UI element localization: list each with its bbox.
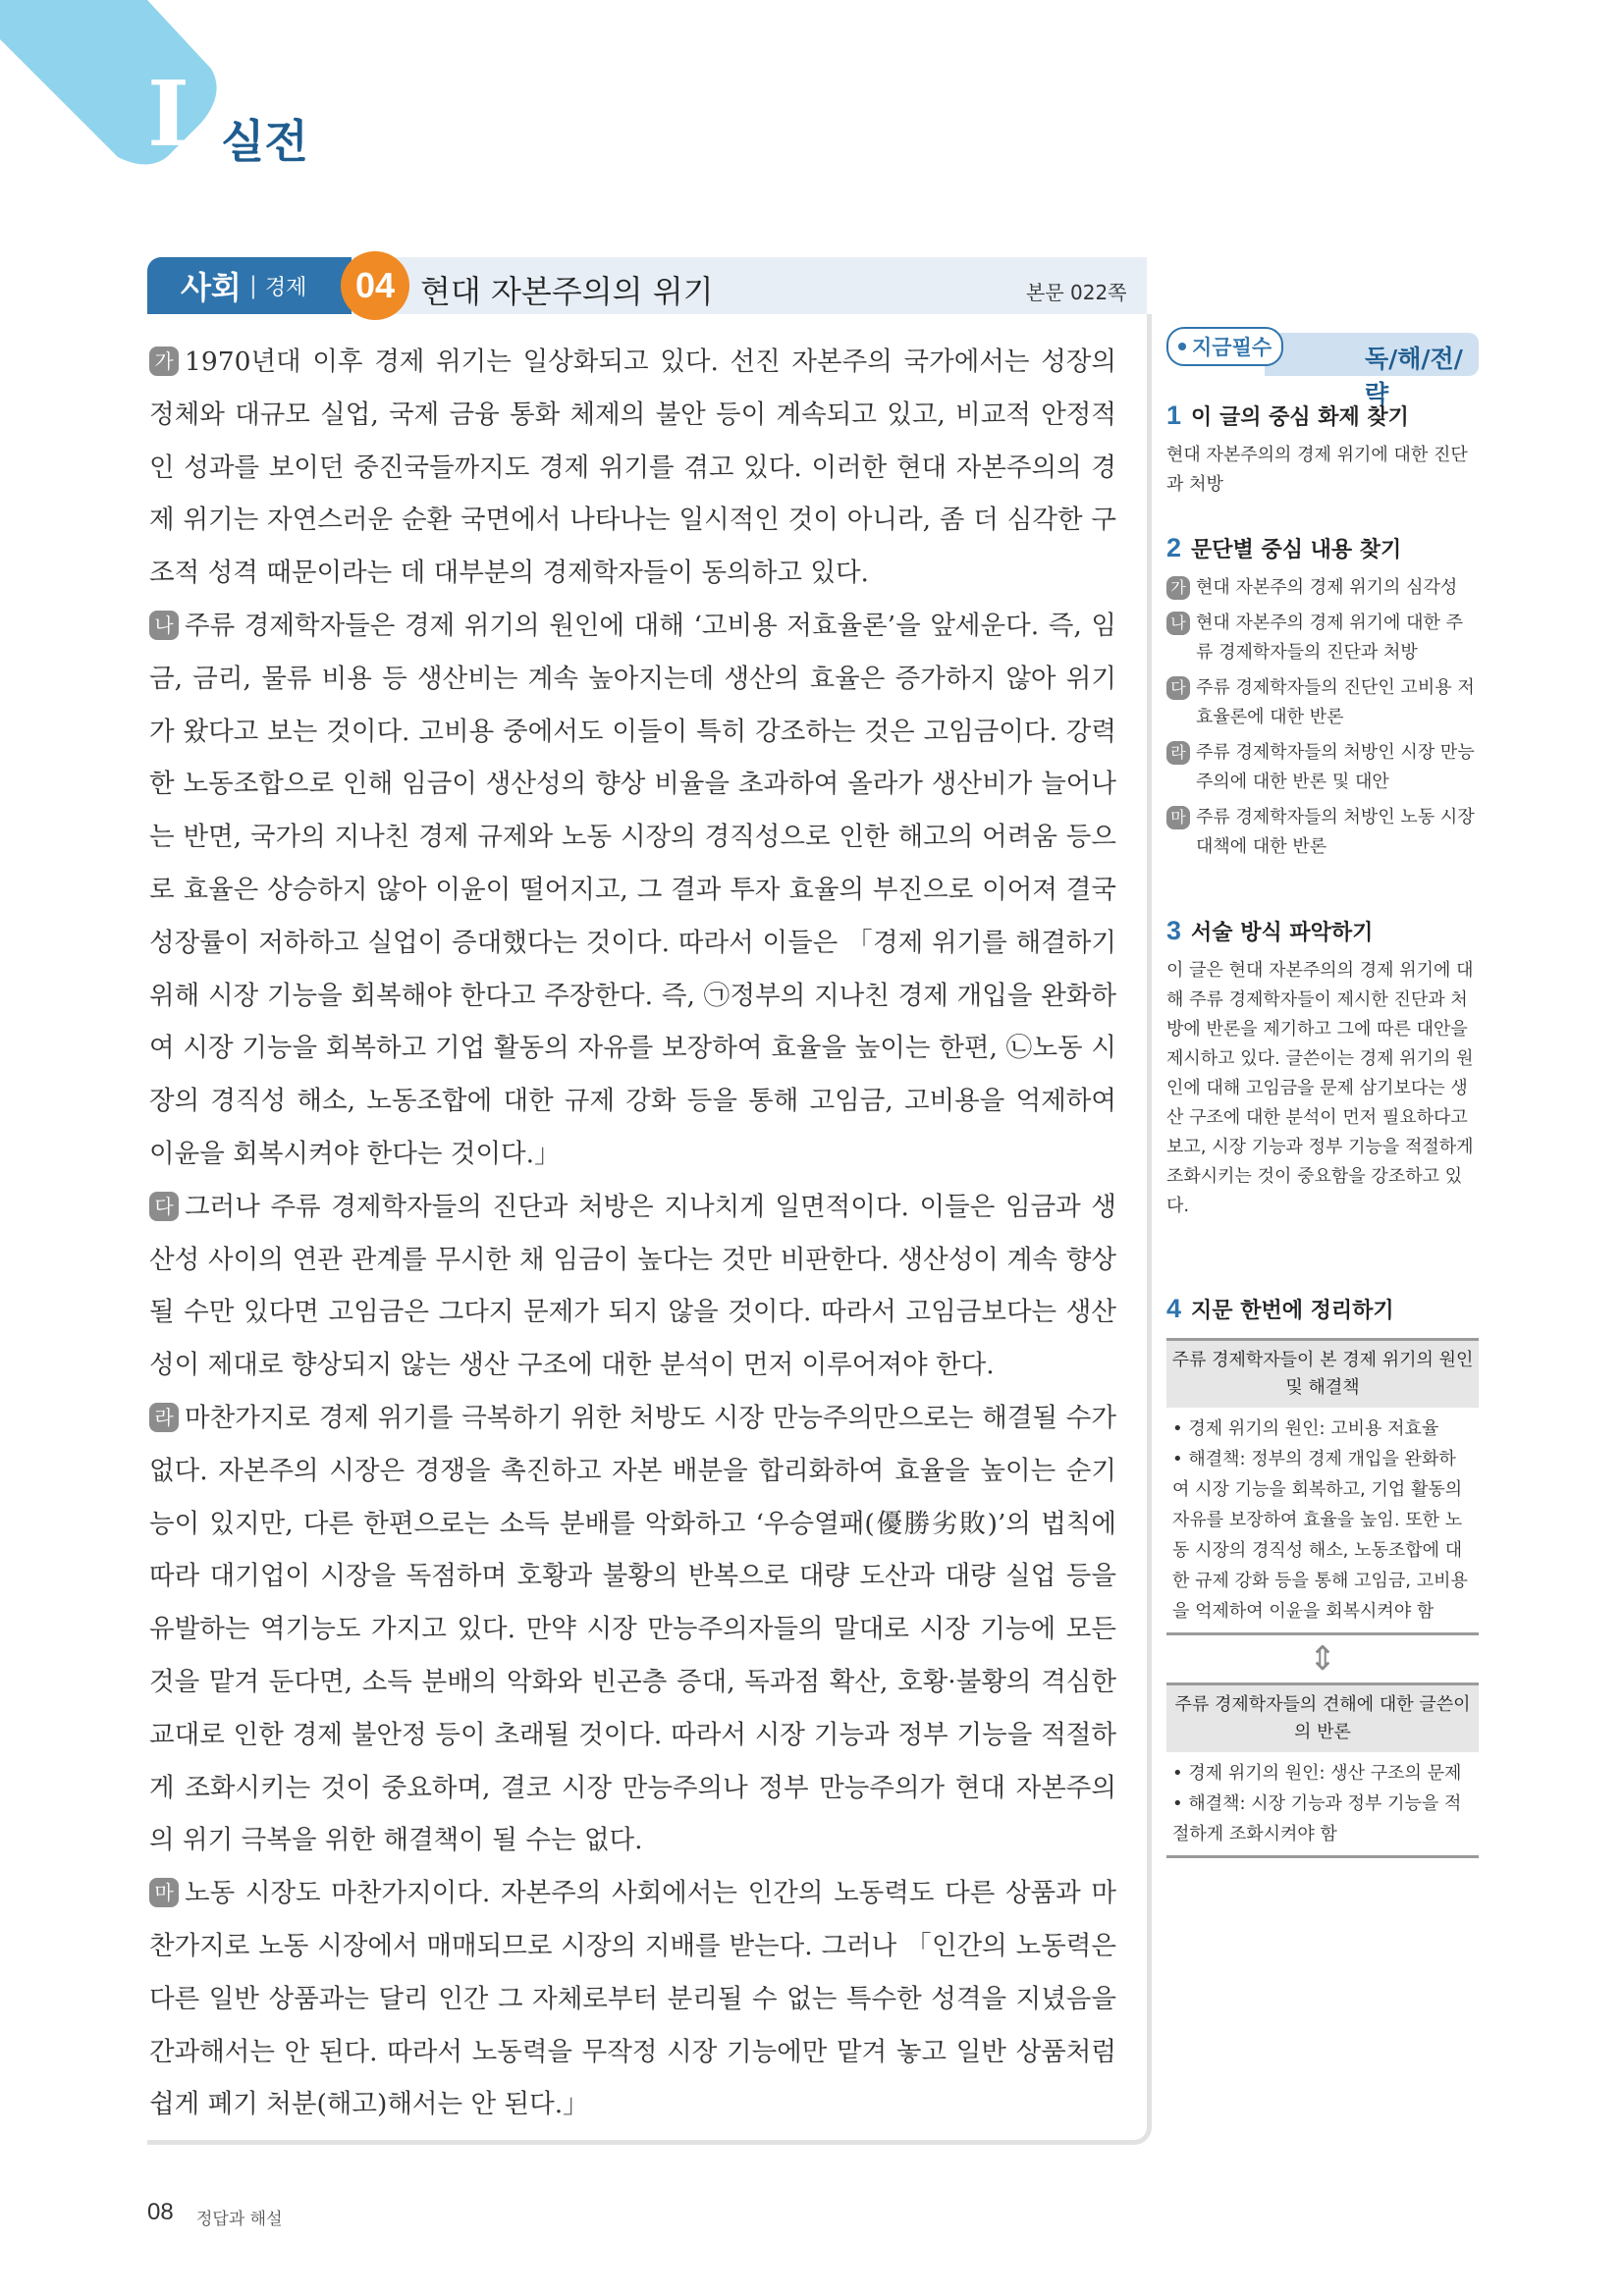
- strategy-step-4: [1166, 1294, 1479, 1858]
- section-roman-numeral: I: [147, 61, 190, 167]
- paragraph-na: [149, 600, 1116, 1181]
- step-heading: 4 지문 한번에 정리하기: [1166, 1294, 1394, 1323]
- list-item: 다 주류 경제학자들의 진단인 고비용 저효율론에 대한 반론: [1166, 673, 1479, 732]
- strategy-step-2: [1166, 533, 1479, 868]
- paragraph-text: 1970년대 이후 경제 위기는 일상화되고 있다. 선진 자본주의 국가에서는 성장의 정체와 대규모 실업, 국제 금융 통화 체제의 불안 등이 계속되고 있고, 비교적 안정적인 성과를 보이던 중진국들까지도 경제 위기를 겪고 있다. 이러한 현대 자본주의의 경제 위기는 자연스러운 순환 국면에서 나타나는 일시적인 것이 아니라, 좀 더 심각한 구조적 성격 때문이라는 데 대부분의 경제학자들이 동의하고 있다.: [149, 347, 1116, 589]
- box-heading: 주류 경제학자들이 본 경제 위기의 원인 및 해결책: [1166, 1338, 1479, 1408]
- subcategory: 경제: [264, 275, 307, 300]
- paragraph-ga: [149, 336, 1116, 600]
- paragraph-tag: 다: [149, 1192, 179, 1221]
- subject-label: [147, 257, 352, 314]
- paragraph-text: 그러나 주류 경제학자들의 진단과 처방은 지나치게 일면적이다. 이들은 임금과 생산성 사이의 연관 관계를 무시한 채 임금이 높다는 것만 비판한다. 생산성이 계속 향상될 수만 있다면 고임금은 그다지 문제가 되지 않을 것이다. 따라서 고임금보다는 생산성이 제대로 향상되지 않는 생산 구조에 대한 분석이 먼저 이루어져야 한다.: [149, 1191, 1116, 1381]
- list-item: • 해결책: 정부의 경제 개입을 완화하여 시장 기능을 회복하고, 기업 활동의 자유를 보장하여 효율을 높임. 또한 노동 시장의 경직성 해소, 노동조합에 대한 규제 강화 등을 통해 고임금, 고비용을 억제하여 이윤을 회복시켜야 함: [1172, 1449, 1468, 1622]
- list-item: 라 주류 경제학자들의 처방인 시장 만능주의에 대한 반론 및 대안: [1166, 738, 1479, 797]
- strategy-title-bar: [1265, 333, 1479, 408]
- essential-badge: [1166, 327, 1283, 366]
- paragraph-tag: 나: [149, 611, 179, 640]
- passage-title: 현대 자본주의의 위기: [420, 273, 714, 310]
- step-heading: 2 문단별 중심 내용 찾기: [1166, 533, 1402, 562]
- subject: 사회: [181, 269, 242, 306]
- list-item: 마 주류 경제학자들의 처방인 노동 시장 대책에 대한 반론: [1166, 803, 1479, 862]
- step-heading: 3 서술 방식 파악하기: [1166, 916, 1374, 945]
- paragraph-text: 주류 경제학자들은 경제 위기의 원인에 대해 ‘고비용 저효율론’을 앞세운다. 즉, 임금, 금리, 물류 비용 등 생산비는 계속 높아지는데 생산의 효율은 증가하지 않아 위기가 왔다고 보는 것이다. 고비용 중에서도 이들이 특히 강조하는 것은 고임금이다. 강력한 노동조합으로 인해 임금이 생산성의 향상 비율을 초과하여 올라가 생산비가 늘어나는 반면, 국가의 지나친 경제 규제와 노동 시장의 경직성으로 인한 해고의 어려움 등으로 효율은 상승하지 않아 이윤이 떨어지고, 그 결과 투자 효율의 부진으로 이어져 결국 성장률이 저하하고 실업이 증대했다는 것이다. 따라서 이들은 「경제 위기를 해결하기 위해 시장 기능을 회복해야 한다고 주장한다. 즉, ㉠정부의 지나친 경제 개입을 완화하여 시장 기능을 회복하고 기업 활동의 자유를 보장하여 효율을 높이는 한편, ㉡노동 시장의 경직성 해소, 노동조합에 대한 규제 강화 등을 통해 고임금, 고비용을 억제하여 이윤을 회복시켜야 한다는 것이다.」: [149, 610, 1116, 1169]
- summary-box-rebuttal: [1166, 1682, 1479, 1858]
- reading-strategy-sidebar: [1166, 327, 1479, 1844]
- step-body: 이 글은 현대 자본주의의 경제 위기에 대해 주류 경제학자들이 제시한 진단과 처방에 반론을 제기하고 그에 따른 대안을 제시하고 있다. 글쓴이는 경제 위기의 원인에 대해 고임금을 문제 삼기보다는 생산 구조에 대한 분석이 먼저 필요하다고 보고, 시장 기능과 정부 기능을 적절하게 조화시키는 것이 중요함을 강조하고 있다.: [1166, 960, 1474, 1216]
- badge-label: 지금필수: [1192, 336, 1272, 359]
- passage-body: [149, 336, 1116, 2131]
- footer-label: 정답과 해설: [196, 2210, 283, 2229]
- list-item: • 해결책: 시장 기능과 정부 기능을 적절하게 조화시켜야 함: [1172, 1793, 1462, 1844]
- paragraph-da: [149, 1181, 1116, 1392]
- paragraph-tag: 마: [149, 1878, 179, 1907]
- paragraph-text: 마찬가지로 경제 위기를 극복하기 위한 처방도 시장 만능주의만으로는 해결될 수가 없다. 자본주의 시장은 경쟁을 촉진하고 자본 배분을 합리화하여 효율을 높이는 순기능이 있지만, 다른 한편으로는 소득 분배를 악화하고 ‘우승열패(優勝劣敗)’의 법칙에 따라 대기업이 시장을 독점하며 호황과 불황의 반복으로 대량 도산과 대량 실업 등을 유발하는 역기능도 가지고 있다. 만약 시장 만능주의자들의 말대로 시장 기능에 모든 것을 맡겨 둔다면, 소득 분배의 악화와 빈곤층 증대, 독과점 확산, 호황·불황의 격심한 교대로 인한 경제 불안정 등이 초래될 것이다. 따라서 시장 기능과 정부 기능을 적절하게 조화시키는 것이 중요하며, 결코 시장 만능주의나 정부 만능주의가 현대 자본주의의 위기 극복을 위한 해결책이 될 수는 없다.: [149, 1402, 1116, 1856]
- list-item: • 경제 위기의 원인: 고비용 저효율: [1172, 1418, 1439, 1439]
- box-heading: 주류 경제학자들의 견해에 대한 글쓴이의 반론: [1166, 1682, 1479, 1752]
- box-list: [1166, 1408, 1479, 1635]
- double-arrow-icon: ⇕: [1308, 1639, 1337, 1679]
- paragraph-ma: [149, 1867, 1116, 2131]
- paragraph-ra: [149, 1392, 1116, 1867]
- list-item: 나 현대 자본주의 경제 위기에 대한 주류 경제학자들의 진단과 처방: [1166, 609, 1479, 667]
- summary-box-mainstream: [1166, 1338, 1479, 1635]
- paragraph-summary-list: [1166, 573, 1479, 862]
- box-list: [1166, 1752, 1479, 1858]
- page-number: 08: [147, 2199, 174, 2225]
- passage-number: 04: [341, 251, 409, 320]
- step-heading: 1 이 글의 중심 화제 찾기: [1166, 400, 1409, 430]
- strategy-step-1: [1166, 400, 1479, 500]
- strategy-step-3: [1166, 916, 1479, 1221]
- step-body: 현대 자본주의의 경제 위기에 대한 진단과 처방: [1166, 445, 1468, 495]
- paragraph-tag: 라: [149, 1403, 179, 1432]
- strategy-title: 독/해/전/략: [1365, 345, 1463, 408]
- paragraph-text: 노동 시장도 마찬가지이다. 자본주의 사회에서는 인간의 노동력도 다른 상품과 마찬가지로 노동 시장에서 매매되므로 시장의 지배를 받는다. 그러나 「인간의 노동력은 다른 일반 상품과는 달리 인간 그 자체로부터 분리될 수 없는 특수한 성격을 지녔음을 간과해서는 안 된다. 따라서 노동력을 무작정 시장 기능에만 맡겨 놓고 일반 상품처럼 쉽게 폐기 처분(해고)해서는 안 된다.」: [149, 1878, 1116, 2120]
- list-item: 가 현대 자본주의 경제 위기의 심각성: [1166, 573, 1479, 603]
- subject-separator: |: [248, 272, 257, 299]
- list-item: • 경제 위기의 원인: 생산 구조의 문제: [1172, 1763, 1462, 1784]
- paragraph-tag: 가: [149, 347, 179, 376]
- corner-decoration: [0, 0, 236, 167]
- bullet-dot-icon: [1178, 343, 1186, 350]
- section-title: 실전: [221, 115, 308, 168]
- page-reference: 본문 022쪽: [1026, 281, 1127, 304]
